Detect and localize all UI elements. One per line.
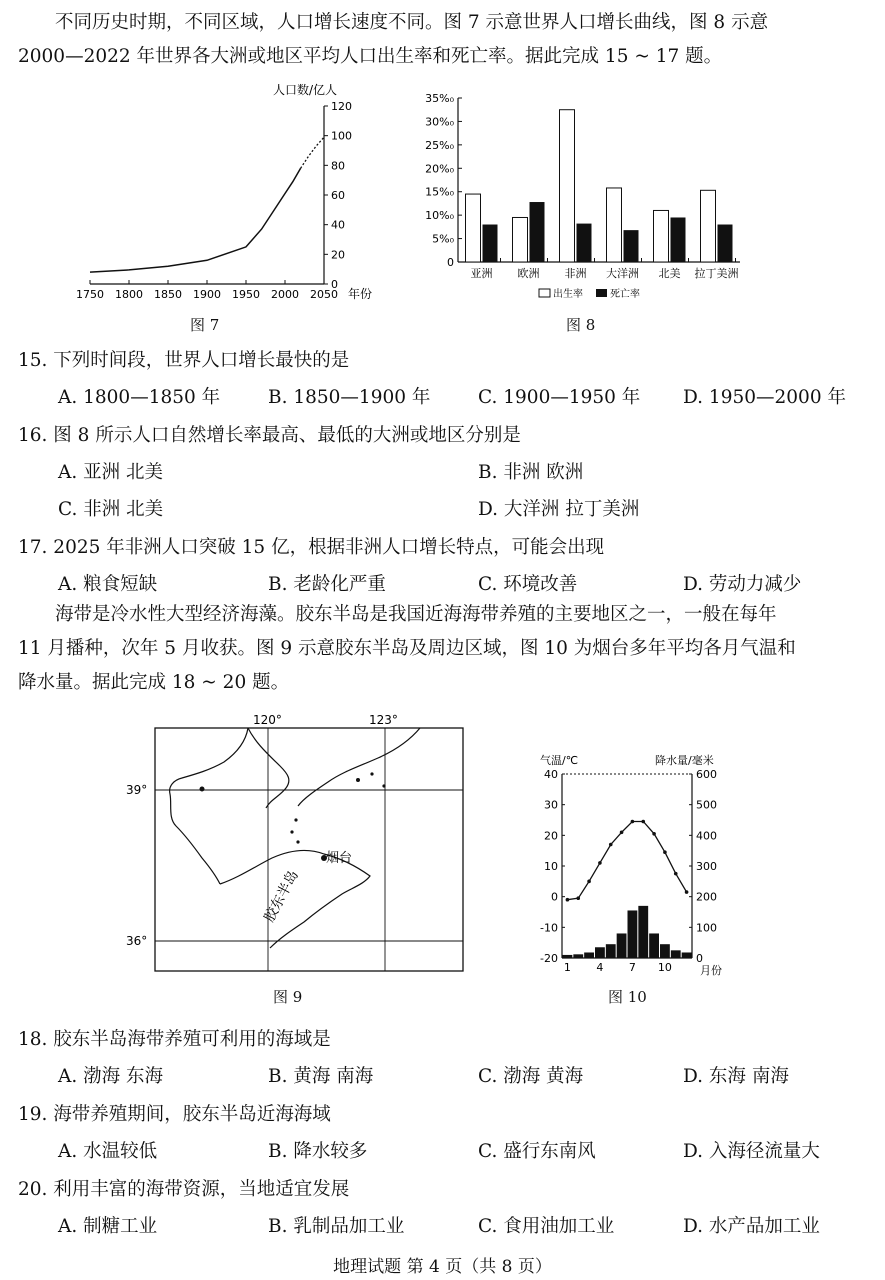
legend-death-label: 死亡率 xyxy=(610,289,640,300)
fig8-death-bar xyxy=(577,224,592,262)
fig10-temp-point xyxy=(620,830,624,834)
fig8-death-bar xyxy=(530,202,545,262)
fig10-precip-bars xyxy=(563,906,692,958)
fig10-temp-tick-label: -10 xyxy=(540,921,558,935)
q17-option-b[interactable]: B. 老龄化严重 xyxy=(268,574,386,595)
map-island-4 xyxy=(294,818,297,821)
fig8-caption: 图 8 xyxy=(566,316,596,334)
fig8-birth-bar xyxy=(654,210,669,262)
q16-option-b[interactable]: B. 非洲 欧洲 xyxy=(478,462,584,483)
fig10-precip-bar xyxy=(649,933,659,958)
map-label-yantai: 烟台 xyxy=(326,851,353,866)
map-frame xyxy=(155,728,463,971)
q15-option-c[interactable]: C. 1900—1950 年 xyxy=(478,387,641,408)
fig10-caption: 图 10 xyxy=(608,988,647,1006)
q16-option-c[interactable]: C. 非洲 北美 xyxy=(58,499,164,520)
q15-option-a[interactable]: A. 1800—1850 年 xyxy=(58,387,221,408)
q18-option-c[interactable]: C. 渤海 黄海 xyxy=(478,1066,584,1087)
figure-10-climate-chart xyxy=(530,748,745,976)
fig10-temp-point xyxy=(674,872,678,876)
fig7-y-tick-label: 120 xyxy=(331,100,352,113)
fig10-temp-point xyxy=(685,890,689,894)
fig10-temp-point xyxy=(576,896,580,900)
fig8-y-tick-label: 35%₀ xyxy=(425,92,454,105)
fig8-category-label: 亚洲 xyxy=(470,267,493,280)
bohai-west-coast xyxy=(170,728,248,884)
fig8-birth-bar xyxy=(607,188,622,262)
fig10-temp-tick-label: 40 xyxy=(544,768,558,781)
fig10-month-tick-label: 4 xyxy=(596,961,604,974)
fig7-x-tick-label: 1800 xyxy=(115,288,143,301)
fig7-ylabel: 人口数/亿人 xyxy=(273,83,338,97)
fig10-precip-bar xyxy=(595,947,605,958)
fig7-y-tick-label: 40 xyxy=(331,218,345,232)
fig8-y-tick-label: 5%₀ xyxy=(432,232,454,246)
fig10-precip-bar xyxy=(606,944,616,958)
q15-option-b[interactable]: B. 1850—1900 年 xyxy=(268,387,431,408)
fig8-y-tick-label: 20%₀ xyxy=(425,162,454,176)
map-lon-120: 120° xyxy=(253,713,282,727)
fig10-precip-bar xyxy=(573,954,583,958)
fig8-category-label: 大洋洲 xyxy=(606,267,639,280)
fig10-precip-bar xyxy=(660,944,670,958)
q18-option-b[interactable]: B. 黄海 南海 xyxy=(268,1066,374,1087)
q18-option-a[interactable]: A. 渤海 东海 xyxy=(58,1066,164,1087)
fig10-temp-point xyxy=(587,880,591,884)
q19-option-b[interactable]: B. 降水较多 xyxy=(268,1141,368,1162)
fig10-month-tick-label: 10 xyxy=(657,961,672,974)
fig10-temp-point xyxy=(663,850,667,854)
question-19: 19. 海带养殖期间，胶东半岛近海海域 xyxy=(18,1104,331,1125)
q20-option-b[interactable]: B. 乳制品加工业 xyxy=(268,1216,405,1237)
fig8-birth-bar xyxy=(701,190,716,262)
intro2-line-3: 降水量。据此完成 18 ~ 20 题。 xyxy=(18,672,290,693)
q17-option-a[interactable]: A. 粮食短缺 xyxy=(58,574,158,595)
legend-death-swatch xyxy=(596,289,607,297)
fig10-precip-tick-label: 200 xyxy=(696,890,717,904)
question-18: 18. 胶东半岛海带养殖可利用的海域是 xyxy=(18,1029,331,1050)
fig10-precip-bar xyxy=(584,952,594,958)
fig10-month-label: 月份 xyxy=(700,964,722,977)
intro2-line-2: 11 月播种，次年 5 月收获。图 9 示意胶东半岛及周边区域，图 10 为烟台多年平均各月气温和 xyxy=(18,638,796,659)
fig10-temp-tick-label: 20 xyxy=(544,829,558,843)
fig10-precip-tick-label: 400 xyxy=(696,829,717,843)
q18-option-d[interactable]: D. 东海 南海 xyxy=(683,1066,789,1087)
fig9-caption: 图 9 xyxy=(273,988,303,1006)
question-15: 15. 下列时间段，世界人口增长最快的是 xyxy=(18,350,350,371)
fig10-precip-bar xyxy=(682,952,692,958)
intro1-line-2: 2000—2022 年世界各大洲或地区平均人口出生率和死亡率。据此完成 15 ~ 17 题。 xyxy=(18,46,723,67)
q17-option-d[interactable]: D. 劳动力减少 xyxy=(683,574,802,595)
fig10-precip-label: 降水量/毫米 xyxy=(655,754,714,767)
fig8-category-label: 欧洲 xyxy=(517,267,540,280)
intro1-line-1: 不同历史时期，不同区域，人口增长速度不同。图 7 示意世界人口增长曲线，图 8 示意 xyxy=(55,12,769,33)
fig8-legend xyxy=(539,287,640,300)
fig7-x-tick-label: 2000 xyxy=(271,288,299,301)
fig7-caption: 图 7 xyxy=(190,316,220,334)
fig7-x-tick-label: 2050 xyxy=(310,288,338,301)
legend-birth-label: 出生率 xyxy=(553,289,583,300)
map-island-2 xyxy=(370,772,373,775)
question-17: 17. 2025 年非洲人口突破 15 亿，根据非洲人口增长特点，可能会出现 xyxy=(18,537,605,558)
fig7-population-curve xyxy=(90,137,324,272)
fig7-x-axis xyxy=(76,280,338,301)
fig10-temp-point xyxy=(652,832,656,836)
map-dot-west xyxy=(200,787,205,792)
fig7-x-tick-label: 1950 xyxy=(232,288,260,301)
fig8-y-tick-label: 0 xyxy=(447,256,454,269)
q15-option-d[interactable]: D. 1950—2000 年 xyxy=(683,387,846,408)
intro2-line-1: 海带是冷水性大型经济海藻。胶东半岛是我国近海海带养殖的主要地区之一，一般在每年 xyxy=(55,604,777,625)
fig8-birth-bar xyxy=(513,217,528,262)
fig10-precip-tick-label: 500 xyxy=(696,798,717,812)
intro-paragraph-1 xyxy=(18,6,868,74)
fig10-month-tick-label: 7 xyxy=(628,961,636,974)
fig10-temp-point xyxy=(631,820,635,824)
fig7-x-tick-label: 1900 xyxy=(193,288,221,301)
fig8-bars xyxy=(466,110,739,280)
fig8-category-label: 北美 xyxy=(658,267,681,280)
fig8-death-bar xyxy=(483,225,498,262)
fig10-temp-tick-label: -20 xyxy=(540,952,558,965)
fig10-temp-point xyxy=(598,861,602,865)
fig7-y-axis xyxy=(324,100,352,291)
fig8-birth-bar xyxy=(466,194,481,262)
fig7-x-tick-label: 1850 xyxy=(154,288,182,301)
fig10-precip-tick-label: 300 xyxy=(696,860,717,873)
question-16: 16. 图 8 所示人口自然增长率最高、最低的大洲或地区分别是 xyxy=(18,425,521,446)
fig7-y-tick-label: 100 xyxy=(331,129,352,143)
map-island-5 xyxy=(290,830,293,833)
fig10-temp-curve xyxy=(567,822,686,900)
q19-option-d[interactable]: D. 入海径流量大 xyxy=(683,1141,820,1162)
q20-option-a[interactable]: A. 制糖工业 xyxy=(58,1216,158,1237)
q16-option-d[interactable]: D. 大洋洲 拉丁美洲 xyxy=(478,499,640,520)
fig10-month-tick-label: 1 xyxy=(563,961,571,974)
fig8-death-bar xyxy=(624,230,639,262)
fig10-temp-point xyxy=(641,820,645,824)
fig8-y-tick-label: 15%₀ xyxy=(425,185,454,199)
fig8-death-bar xyxy=(718,225,733,262)
fig8-category-label: 拉丁美洲 xyxy=(694,267,739,280)
fig10-precip-bar xyxy=(671,950,681,958)
fig10-precip-tick-label: 100 xyxy=(696,921,717,935)
map-lat-36: 36° xyxy=(126,934,148,948)
fig10-precip-bar xyxy=(628,910,638,958)
fig8-death-bar xyxy=(671,217,686,262)
q20-option-c[interactable]: C. 食用油加工业 xyxy=(478,1216,615,1237)
fig10-precip-tick-label: 0 xyxy=(696,952,703,965)
fig10-temp-line xyxy=(566,820,689,902)
map-island-3 xyxy=(382,784,385,787)
fig10-temp-tick-label: 30 xyxy=(544,798,558,812)
fig8-y-tick-label: 30%₀ xyxy=(425,115,454,129)
fig7-y-tick-label: 60 xyxy=(331,189,345,202)
fig8-y-tick-label: 25%₀ xyxy=(425,138,454,152)
fig8-birth-bar xyxy=(560,110,575,262)
map-label-peninsula: 胶东半岛 xyxy=(261,867,302,925)
fig7-xlabel: 年份 xyxy=(348,287,373,301)
page-footer: 地理试题 第 4 页（共 8 页） xyxy=(333,1257,552,1277)
figure-8-birth-death-chart xyxy=(410,82,750,307)
fig8-y-tick-label: 10%₀ xyxy=(425,209,454,223)
map-island-6 xyxy=(296,840,299,843)
fig10-temp-point xyxy=(609,843,613,847)
q16-option-a[interactable]: A. 亚洲 北美 xyxy=(58,462,164,483)
question-20: 20. 利用丰富的海带资源，当地适宜发展 xyxy=(18,1179,350,1200)
fig10-precip-bar xyxy=(617,933,627,958)
map-island-1 xyxy=(356,778,360,782)
fig7-y-tick-label: 0 xyxy=(331,278,338,291)
q17-option-c[interactable]: C. 环境改善 xyxy=(478,574,578,595)
fig10-precip-tick-label: 600 xyxy=(696,768,717,781)
map-lon-123: 123° xyxy=(369,713,398,727)
fig10-precip-bar xyxy=(638,906,648,958)
fig10-precip-bar xyxy=(563,955,573,958)
figure-7-population-chart xyxy=(76,78,373,310)
fig7-curve-projected xyxy=(301,137,324,168)
fig8-category-label: 非洲 xyxy=(564,267,587,280)
fig10-temp-tick-label: 0 xyxy=(551,890,558,904)
q19-option-c[interactable]: C. 盛行东南风 xyxy=(478,1141,596,1162)
fig7-curve-observed xyxy=(90,168,301,272)
intro-paragraph-2 xyxy=(18,598,868,700)
q19-option-a[interactable]: A. 水温较低 xyxy=(58,1141,158,1162)
figure-9-map xyxy=(120,708,470,974)
fig10-temp-tick-label: 10 xyxy=(544,860,558,873)
legend-birth-swatch xyxy=(539,289,550,297)
fig7-y-tick-label: 20 xyxy=(331,248,345,262)
liaodong-peninsula-east xyxy=(298,728,420,806)
fig7-x-tick-label: 1750 xyxy=(76,288,104,301)
fig7-y-tick-label: 80 xyxy=(331,159,345,173)
map-lat-39: 39° xyxy=(126,783,148,797)
q20-option-d[interactable]: D. 水产品加工业 xyxy=(683,1216,820,1237)
fig10-temp-label: 气温/℃ xyxy=(540,754,579,767)
fig10-temp-point xyxy=(566,898,570,902)
